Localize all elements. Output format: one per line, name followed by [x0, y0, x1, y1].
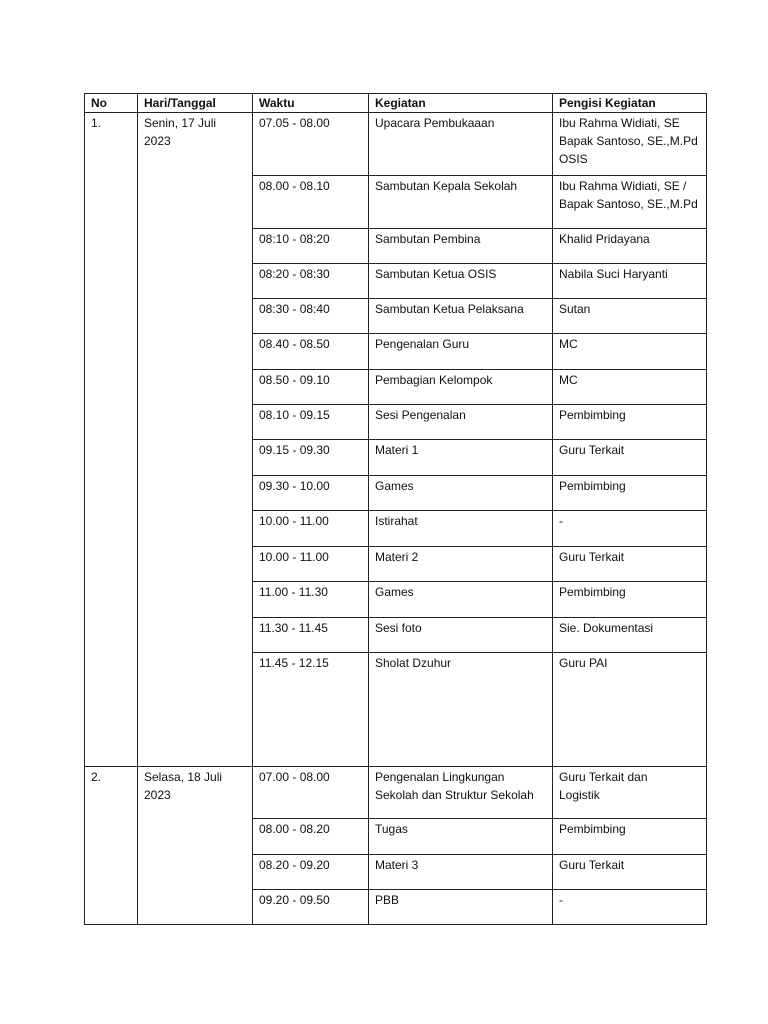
person-cell-line: Bapak Santoso, SE.,M.Pd	[559, 134, 698, 148]
time-cell	[253, 819, 369, 855]
activity-cell	[369, 618, 553, 653]
person-cell	[553, 299, 707, 334]
person-cell	[553, 229, 707, 264]
activity-cell	[369, 405, 553, 440]
activity-cell	[369, 370, 553, 405]
activity-cell	[369, 440, 553, 476]
activity-cell	[369, 176, 553, 229]
person-cell	[553, 264, 707, 299]
activity-cell-line: Sesi Pengenalan	[375, 408, 466, 422]
time-cell-line: 08:10 - 08:20	[259, 232, 330, 246]
activity-cell	[369, 890, 553, 925]
time-cell	[253, 229, 369, 264]
activity-cell	[369, 819, 553, 855]
person-cell	[553, 176, 707, 229]
day-date-line: 2023	[144, 788, 171, 802]
time-cell-line: 08:30 - 08:40	[259, 302, 330, 316]
person-cell-line: Logistik	[559, 788, 600, 802]
person-cell	[553, 334, 707, 370]
person-cell	[553, 440, 707, 476]
table-row	[85, 767, 707, 819]
time-cell-line: 08:20 - 08:30	[259, 267, 330, 281]
activity-cell-line: Sekolah dan Struktur Sekolah	[375, 788, 534, 802]
person-cell	[553, 582, 707, 618]
activity-cell-line: Sesi foto	[375, 621, 422, 635]
time-cell-line: 10.00 - 11.00	[259, 514, 329, 528]
time-cell-line: 11.00 - 11.30	[259, 585, 328, 599]
person-cell-line: OSIS	[559, 152, 588, 166]
time-cell	[253, 582, 369, 618]
time-cell	[253, 299, 369, 334]
activity-cell-line: Materi 3	[375, 858, 419, 872]
activity-cell	[369, 582, 553, 618]
person-cell	[553, 405, 707, 440]
time-cell-line: 07.00 - 08.00	[259, 770, 330, 784]
time-cell-line: 08.00 - 08.20	[259, 822, 330, 836]
time-cell	[253, 511, 369, 547]
person-cell-line: Guru Terkait	[559, 443, 625, 457]
person-cell	[553, 653, 707, 767]
activity-cell	[369, 547, 553, 582]
time-cell-line: 09.15 - 09.30	[259, 443, 330, 457]
time-cell	[253, 890, 369, 925]
activity-cell-line: Sambutan Kepala Sekolah	[375, 179, 518, 193]
activity-cell-line: Sambutan Pembina	[375, 232, 481, 246]
time-cell-line: 11.30 - 11.45	[259, 621, 328, 635]
day-number: 1.	[85, 113, 138, 767]
schedule-body	[85, 113, 707, 925]
time-cell-line: 08.40 - 08.50	[259, 337, 330, 351]
person-cell-line: Pembimbing	[559, 822, 626, 836]
schedule-table	[84, 93, 707, 925]
person-cell-line: Guru Terkait	[559, 550, 625, 564]
activity-cell-line: Materi 1	[375, 443, 419, 457]
person-cell-line: Pembimbing	[559, 479, 626, 493]
person-cell-line: Guru PAI	[559, 656, 608, 670]
person-cell	[553, 547, 707, 582]
time-cell-line: 07.05 - 08.00	[259, 116, 330, 130]
time-cell	[253, 855, 369, 890]
activity-cell	[369, 653, 553, 767]
activity-cell-line: Pengenalan Lingkungan	[375, 770, 505, 784]
person-cell-line: -	[559, 893, 563, 907]
day-date-line: 2023	[144, 134, 171, 148]
activity-cell-line: PBB	[375, 893, 400, 907]
time-cell-line: 08.00 - 08.10	[259, 179, 330, 193]
person-cell-line: MC	[559, 373, 578, 387]
header-person: Pengisi Kegiatan	[553, 94, 707, 113]
activity-cell-line: Sambutan Ketua Pelaksana	[375, 302, 524, 316]
person-cell-line: MC	[559, 337, 578, 351]
person-cell	[553, 767, 707, 819]
person-cell-line: Guru Terkait dan	[559, 770, 648, 784]
activity-cell-line: Materi 2	[375, 550, 419, 564]
activity-cell-line: Upacara Pembukaaan	[375, 116, 495, 130]
time-cell-line: 11.45 - 12.15	[259, 656, 329, 670]
day-number: 2.	[85, 767, 138, 925]
activity-cell	[369, 511, 553, 547]
activity-cell	[369, 113, 553, 176]
day-date	[138, 113, 253, 767]
time-cell-line: 08.10 - 09.15	[259, 408, 330, 422]
time-cell	[253, 440, 369, 476]
activity-cell	[369, 855, 553, 890]
person-cell	[553, 476, 707, 511]
time-cell	[253, 476, 369, 511]
header-day: Hari/Tanggal	[138, 94, 253, 113]
activity-cell	[369, 476, 553, 511]
time-cell	[253, 653, 369, 767]
activity-cell	[369, 334, 553, 370]
person-cell	[553, 370, 707, 405]
time-cell-line: 08.20 - 09.20	[259, 858, 330, 872]
time-cell	[253, 618, 369, 653]
day-date-line: Senin, 17 Juli	[144, 116, 217, 130]
person-cell-line: Khalid Pridayana	[559, 232, 650, 246]
time-cell-line: 08.50 - 09.10	[259, 373, 330, 387]
time-cell	[253, 767, 369, 819]
header-activity: Kegiatan	[369, 94, 553, 113]
table-row	[85, 113, 707, 176]
activity-cell-line: Sholat Dzuhur	[375, 656, 452, 670]
person-cell	[553, 819, 707, 855]
header-time: Waktu	[253, 94, 369, 113]
time-cell	[253, 176, 369, 229]
header-no: No	[85, 94, 138, 113]
activity-cell-line: Istirahat	[375, 514, 418, 528]
person-cell-line: Ibu Rahma Widiati, SE /	[559, 179, 687, 193]
person-cell-line: Pembimbing	[559, 585, 626, 599]
activity-cell-line: Games	[375, 585, 414, 599]
activity-cell-line: Games	[375, 479, 414, 493]
person-cell	[553, 618, 707, 653]
person-cell	[553, 113, 707, 176]
activity-cell	[369, 767, 553, 819]
person-cell-line: Ibu Rahma Widiati, SE	[559, 116, 680, 130]
time-cell-line: 09.20 - 09.50	[259, 893, 330, 907]
time-cell	[253, 334, 369, 370]
time-cell	[253, 405, 369, 440]
person-cell-line: -	[559, 514, 563, 528]
person-cell	[553, 855, 707, 890]
person-cell-line: Pembimbing	[559, 408, 626, 422]
day-date	[138, 767, 253, 925]
activity-cell-line: Tugas	[375, 822, 408, 836]
time-cell	[253, 113, 369, 176]
time-cell-line: 10.00 - 11.00	[259, 550, 329, 564]
activity-cell-line: Pengenalan Guru	[375, 337, 470, 351]
activity-cell	[369, 229, 553, 264]
person-cell	[553, 890, 707, 925]
person-cell-line: Sie. Dokumentasi	[559, 621, 654, 635]
activity-cell	[369, 299, 553, 334]
person-cell	[553, 511, 707, 547]
time-cell	[253, 370, 369, 405]
activity-cell-line: Sambutan Ketua OSIS	[375, 267, 497, 281]
person-cell-line: Nabila Suci Haryanti	[559, 267, 668, 281]
time-cell	[253, 547, 369, 582]
day-date-line: Selasa, 18 Juli	[144, 770, 223, 784]
activity-cell-line: Pembagian Kelompok	[375, 373, 493, 387]
time-cell	[253, 264, 369, 299]
person-cell-line: Bapak Santoso, SE.,M.Pd	[559, 197, 698, 211]
time-cell-line: 09.30 - 10.00	[259, 479, 330, 493]
person-cell-line: Sutan	[559, 302, 591, 316]
header-row	[85, 94, 707, 113]
activity-cell	[369, 264, 553, 299]
person-cell-line: Guru Terkait	[559, 858, 625, 872]
